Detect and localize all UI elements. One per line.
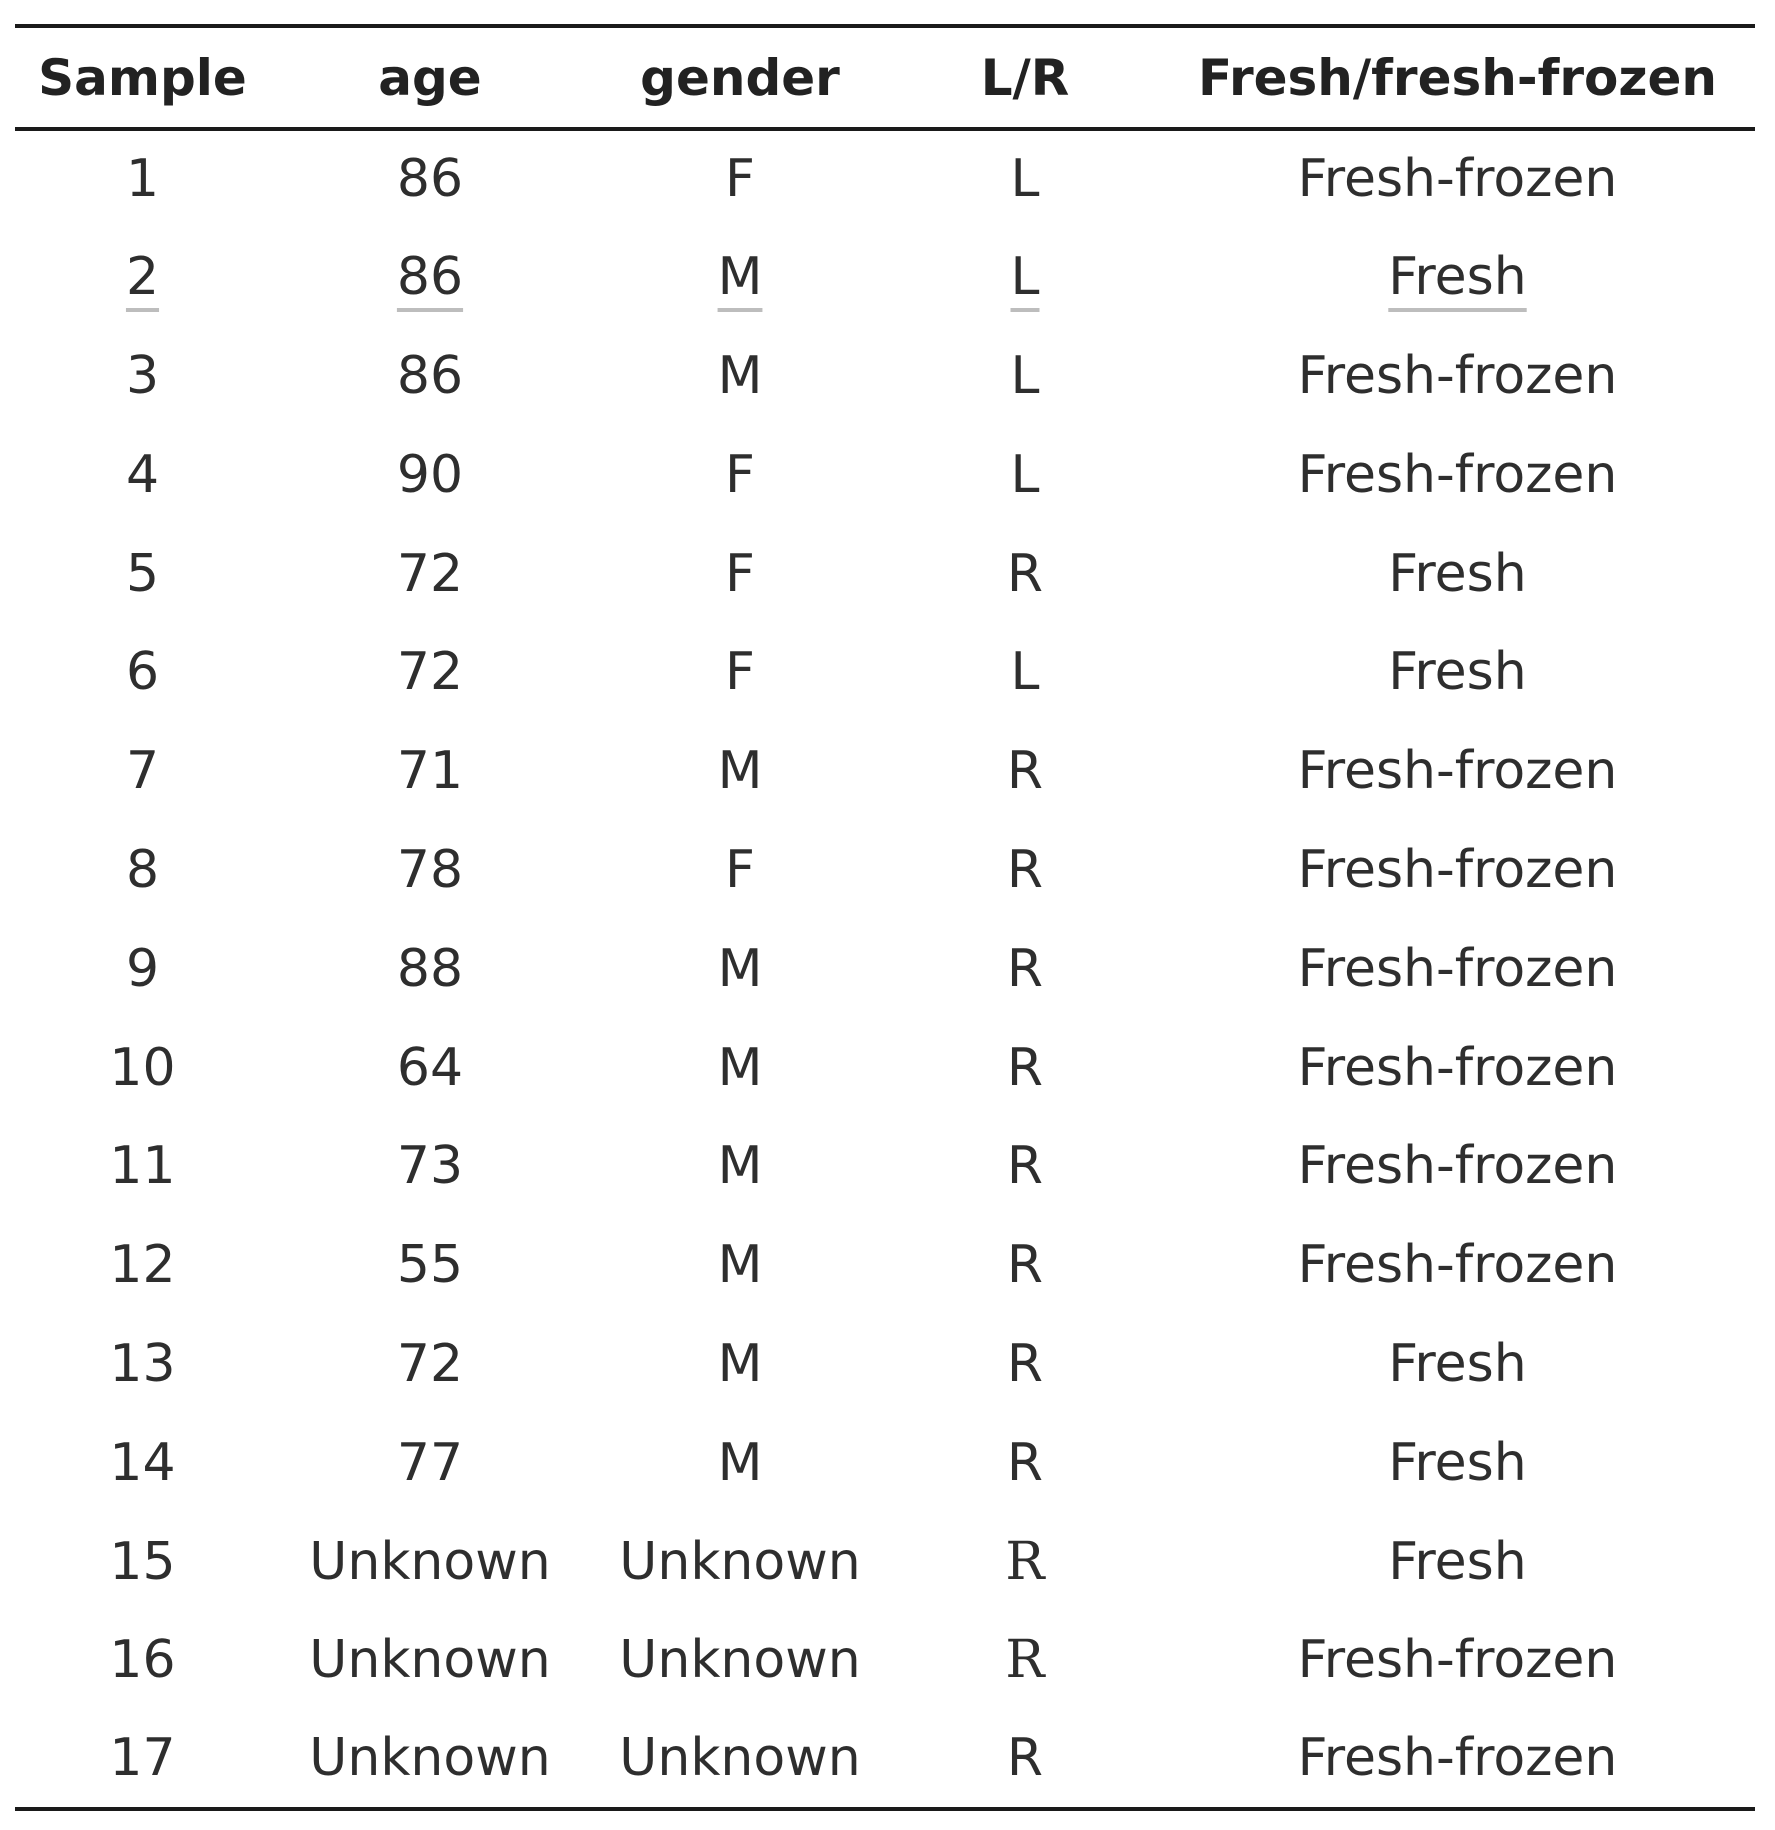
cell-sample: 17: [109, 1728, 176, 1789]
cell-lr: R: [1006, 1235, 1044, 1296]
cell-fresh-frozen: Fresh-frozen: [1297, 345, 1618, 406]
cell-gender: M: [717, 1235, 763, 1296]
cell-fresh-frozen: Fresh-frozen: [1297, 1728, 1618, 1789]
table-body: [15, 129, 1755, 1809]
cell-gender: Unknown: [619, 1531, 861, 1592]
cell-fresh-frozen: Fresh: [1388, 642, 1527, 703]
cell-sample: [15, 228, 270, 327]
cell-fresh-frozen: Fresh-frozen: [1297, 444, 1618, 505]
cell-age: Unknown: [309, 1728, 551, 1789]
cell-sample: 15: [109, 1531, 176, 1592]
table-row: [15, 1611, 1755, 1710]
cell-fresh-frozen: Fresh: [1388, 1432, 1527, 1493]
cell-age: Unknown: [309, 1531, 551, 1592]
cell-lr: L: [1010, 149, 1040, 210]
cell-age: 86: [396, 149, 464, 210]
cell-lr: R: [1006, 1136, 1044, 1197]
cell-gender: M: [717, 938, 763, 999]
cell-gender: M: [717, 1432, 763, 1493]
table-row: [15, 1117, 1755, 1216]
cell-sample: 8: [125, 839, 160, 900]
table-row: [15, 722, 1755, 821]
cell-fresh-frozen: Fresh-frozen: [1297, 1136, 1618, 1197]
header-sample: Sample: [38, 48, 247, 107]
cell-sample: 3: [125, 345, 160, 406]
cell-age: 90: [396, 444, 464, 505]
cell-age: Unknown: [309, 1630, 551, 1691]
cell-gender: M: [717, 1333, 763, 1394]
header-lr: L/R: [980, 48, 1070, 107]
table-row: [15, 919, 1755, 1018]
cell-age: [270, 228, 590, 327]
cell-sample: 1: [125, 149, 160, 210]
cell-fresh-frozen: Fresh-frozen: [1297, 1630, 1618, 1691]
cell-sample: 7: [125, 741, 160, 802]
cell-sample: 4: [125, 444, 160, 505]
cell-age: 55: [396, 1235, 464, 1296]
cell-lr: R: [1006, 1728, 1044, 1789]
cell-fresh-frozen: Fresh-frozen: [1297, 1235, 1618, 1296]
sample-table-container: [15, 24, 1755, 1811]
cell-fresh-frozen: Fresh-frozen: [1297, 938, 1618, 999]
cell-fresh-frozen: Fresh: [1388, 1531, 1527, 1592]
cell-gender: F: [725, 642, 755, 703]
cell-sample: 9: [125, 938, 160, 999]
cell-sample: 10: [109, 1037, 176, 1098]
cell-gender: Unknown: [619, 1728, 861, 1789]
cell-sample-text: 2: [125, 247, 160, 308]
cell-lr: R: [1006, 543, 1044, 604]
cell-age: 71: [396, 741, 464, 802]
cell-gender: [590, 228, 890, 327]
table-row: [15, 1710, 1755, 1809]
table-row: [15, 821, 1755, 920]
cell-gender: Unknown: [619, 1630, 861, 1691]
cell-lr: L: [1010, 642, 1040, 703]
cell-sample: 12: [109, 1235, 176, 1296]
table-row: [15, 425, 1755, 524]
cell-gender: M: [717, 1136, 763, 1197]
table-row: [15, 1512, 1755, 1611]
cell-fresh-frozen: Fresh-frozen: [1297, 1037, 1618, 1098]
cell-fresh-frozen: Fresh: [1388, 1333, 1527, 1394]
cell-lr: L: [1010, 345, 1040, 406]
cell-sample: 5: [125, 543, 160, 604]
cell-age: 77: [396, 1432, 464, 1493]
cell-fresh-frozen: [1160, 228, 1755, 327]
cell-lr: R: [1006, 1432, 1044, 1493]
cell-lr-text: L: [1010, 247, 1040, 308]
cell-age: 72: [396, 642, 464, 703]
cell-age: 73: [396, 1136, 464, 1197]
cell-sample: 13: [109, 1333, 176, 1394]
cell-lr: R: [1006, 938, 1044, 999]
cell-age: 86: [396, 345, 464, 406]
cell-fresh-frozen-text: Fresh: [1388, 247, 1527, 308]
cell-gender-text: M: [717, 247, 763, 308]
table-row: [15, 623, 1755, 722]
cell-age-text: 86: [396, 247, 464, 308]
cell-lr: R: [1005, 1630, 1045, 1691]
cell-age: 88: [396, 938, 464, 999]
table-row: [15, 1315, 1755, 1414]
cell-age: 72: [396, 543, 464, 604]
table-row: [15, 1216, 1755, 1315]
cell-gender: M: [717, 741, 763, 802]
cell-sample: 16: [109, 1630, 176, 1691]
table-row: [15, 327, 1755, 426]
cell-gender: M: [717, 345, 763, 406]
header-fresh-frozen: Fresh/fresh-frozen: [1198, 48, 1717, 107]
cell-gender: M: [717, 1037, 763, 1098]
table-row: [15, 129, 1755, 228]
cell-lr: R: [1005, 1531, 1045, 1592]
cell-fresh-frozen: Fresh: [1388, 543, 1527, 604]
cell-fresh-frozen: Fresh-frozen: [1297, 149, 1618, 210]
sample-table: [15, 24, 1755, 1811]
cell-lr: R: [1006, 1037, 1044, 1098]
cell-lr: R: [1006, 839, 1044, 900]
cell-gender: F: [725, 149, 755, 210]
header-age: age: [378, 48, 482, 107]
cell-fresh-frozen: Fresh-frozen: [1297, 839, 1618, 900]
table-row: [15, 524, 1755, 623]
table-row: [15, 1413, 1755, 1512]
table-row: [15, 1018, 1755, 1117]
cell-lr: R: [1006, 741, 1044, 802]
header-row: [15, 26, 1755, 129]
cell-fresh-frozen: Fresh-frozen: [1297, 741, 1618, 802]
cell-gender: F: [725, 444, 755, 505]
cell-age: 78: [396, 839, 464, 900]
cell-gender: F: [725, 543, 755, 604]
cell-age: 72: [396, 1333, 464, 1394]
cell-sample: 6: [125, 642, 160, 703]
cell-sample: 11: [109, 1136, 176, 1197]
cell-age: 64: [396, 1037, 464, 1098]
cell-gender: F: [725, 839, 755, 900]
cell-sample: 14: [109, 1432, 176, 1493]
cell-lr: L: [1010, 444, 1040, 505]
header-gender: gender: [640, 48, 840, 107]
table-row: [15, 228, 1755, 327]
table-header: [15, 26, 1755, 129]
cell-lr: R: [1006, 1333, 1044, 1394]
cell-lr: [890, 228, 1160, 327]
